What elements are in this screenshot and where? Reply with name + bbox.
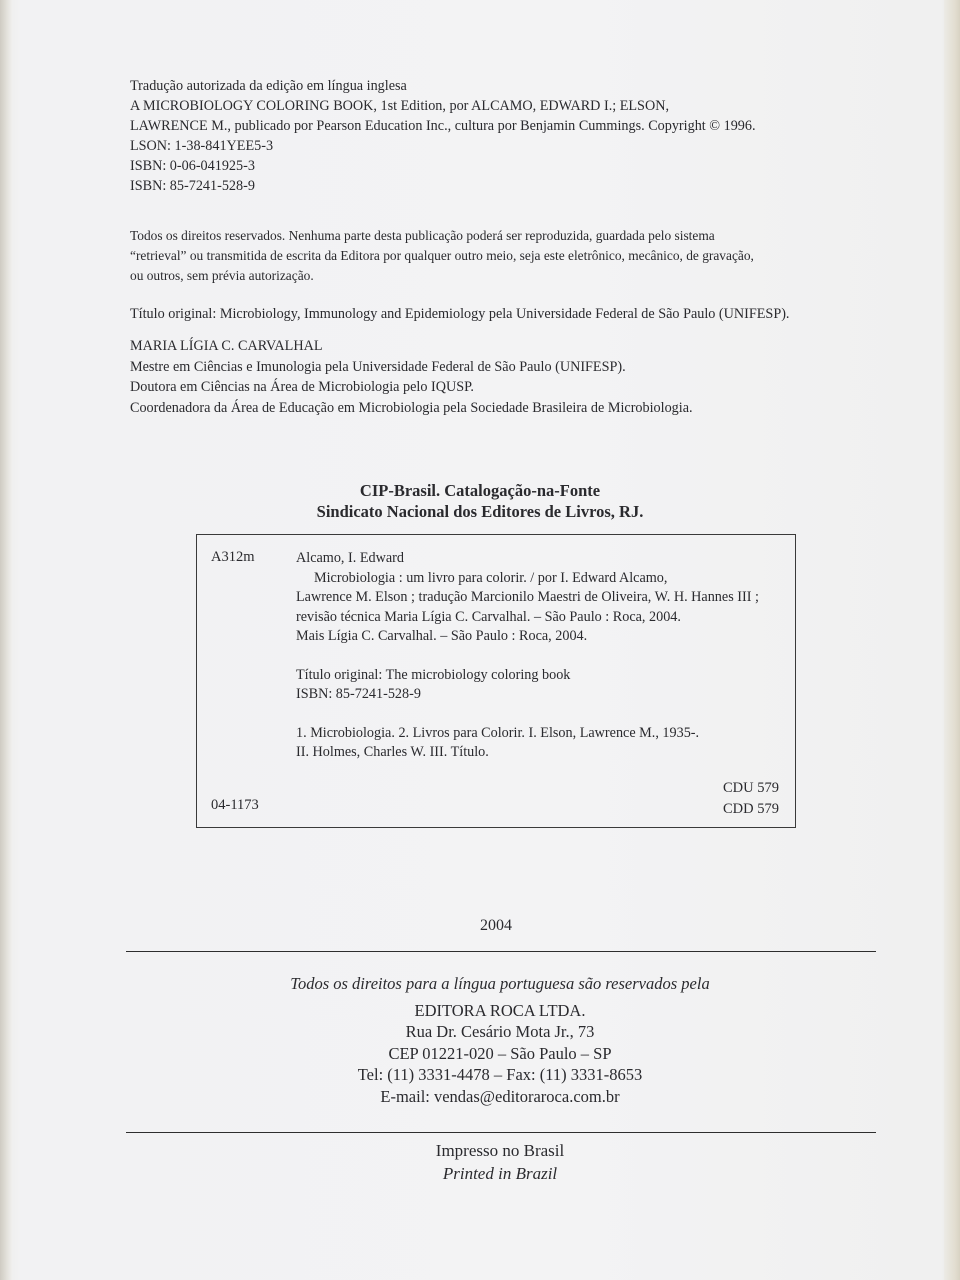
reviewer-credential: Doutora em Ciências na Área de Microbiologia pelo IQUSP. <box>130 379 474 395</box>
reserved-line: ou outros, sem prévia autorização. <box>130 268 314 283</box>
cip-subjects: II. Holmes, Charles W. III. Título. <box>296 744 489 760</box>
publisher-name: EDITORA ROCA LTDA. <box>414 1000 586 1020</box>
lson-line: LSON: 1-38-841YEE5-3 <box>130 138 274 154</box>
publisher-cep: CEP 01221-020 – São Paulo – SP <box>388 1043 612 1063</box>
cip-subjects: 1. Microbiologia. 2. Livros para Colorir. I. Elson, Lawrence M., 1935-. <box>296 724 700 741</box>
publisher-address: Rua Dr. Cesário Mota Jr., 73 <box>405 1022 595 1042</box>
translation-rights-block <box>130 76 890 196</box>
reviewer-name: MARIA LÍGIA C. CARVALHAL <box>130 338 323 354</box>
cip-description-line: Microbiologia : um livro para colorir. / por I. Edward Alcamo, <box>314 569 668 586</box>
page-left-edge <box>0 0 12 1280</box>
printed-pt: Impresso no Brasil <box>435 1141 565 1160</box>
reviewer-credential: Mestre em Ciências e Imunologia pela Universidade Federal de São Paulo (UNIFESP). <box>130 358 626 375</box>
rights-line: Tradução autorizada da edição em língua inglesa <box>130 78 407 94</box>
technical-reviewer-block <box>130 336 890 418</box>
cip-cdu: CDU 579 <box>723 780 779 796</box>
cip-heading-line2: Sindicato Nacional dos Editores de Livros, RJ. <box>316 502 644 521</box>
original-title: Título original: Microbiology, Immunology and Epidemiology pela Universidade Federal de São Paulo (UNIFESP). <box>130 306 790 322</box>
printed-en: Printed in Brazil <box>442 1164 558 1183</box>
printed-in-block <box>130 1139 870 1185</box>
cip-description-line: Mais Lígia C. Carvalhal. – São Paulo : Roca, 2004. <box>296 628 588 644</box>
original-title-line <box>130 304 890 324</box>
rights-line: A MICROBIOLOGY COLORING BOOK, 1st Edition, por ALCAMO, EDWARD I.; ELSON, <box>130 98 669 114</box>
cip-code: A312m <box>211 549 255 565</box>
publisher-block <box>130 973 870 1108</box>
cip-heading <box>180 480 780 522</box>
reviewer-credential: Coordenadora da Área de Educação em Microbiologia pela Sociedade Brasileira de Microbiologia. <box>130 399 693 416</box>
cip-original-title: Título original: The microbiology coloring book <box>296 666 571 683</box>
reserved-line: “retrieval” ou transmitida de escrita da Editora por qualquer outro meio, seja este eletrônico, mecânico, de gravação, <box>130 248 754 263</box>
isbn-line: ISBN: 85-7241-528-9 <box>130 178 255 194</box>
divider-rule <box>126 951 876 952</box>
reserved-rights-block <box>130 226 890 286</box>
divider-rule <box>126 1132 876 1133</box>
cip-heading-line1: CIP-Brasil. Catalogação-na-Fonte <box>359 481 601 500</box>
isbn-line: ISBN: 0-06-041925-3 <box>130 158 255 174</box>
page-right-edge <box>944 0 960 1280</box>
cip-catalog-card <box>196 534 796 828</box>
cip-description-line: revisão técnica Maria Lígia C. Carvalhal. – São Paulo : Roca, 2004. <box>296 608 681 625</box>
publication-year: 2004 <box>480 917 512 934</box>
publisher-email: E-mail: vendas@editoraroca.com.br <box>380 1086 620 1106</box>
cip-author: Alcamo, I. Edward <box>296 550 404 566</box>
rights-line: LAWRENCE M., publicado por Pearson Education Inc., cultura por Benjamin Cummings. Copyright © 1996. <box>130 118 756 134</box>
cip-cdd: CDD 579 <box>723 801 779 817</box>
cip-entry <box>296 549 759 763</box>
publisher-phone: Tel: (11) 3331-4478 – Fax: (11) 3331-8653 <box>357 1065 643 1085</box>
publisher-rights-note: Todos os direitos para a língua portuguesa são reservados pela <box>290 974 710 993</box>
cip-classification <box>723 778 779 820</box>
cip-number: 04-1173 <box>211 797 259 813</box>
cip-description-line: Lawrence M. Elson ; tradução Marcionilo Maestri de Oliveira, W. H. Hannes III ; <box>296 589 759 605</box>
cip-isbn: ISBN: 85-7241-528-9 <box>296 686 421 702</box>
reserved-line: Todos os direitos reservados. Nenhuma parte desta publicação poderá ser reproduzida, guardada pelo sistema <box>130 228 715 243</box>
